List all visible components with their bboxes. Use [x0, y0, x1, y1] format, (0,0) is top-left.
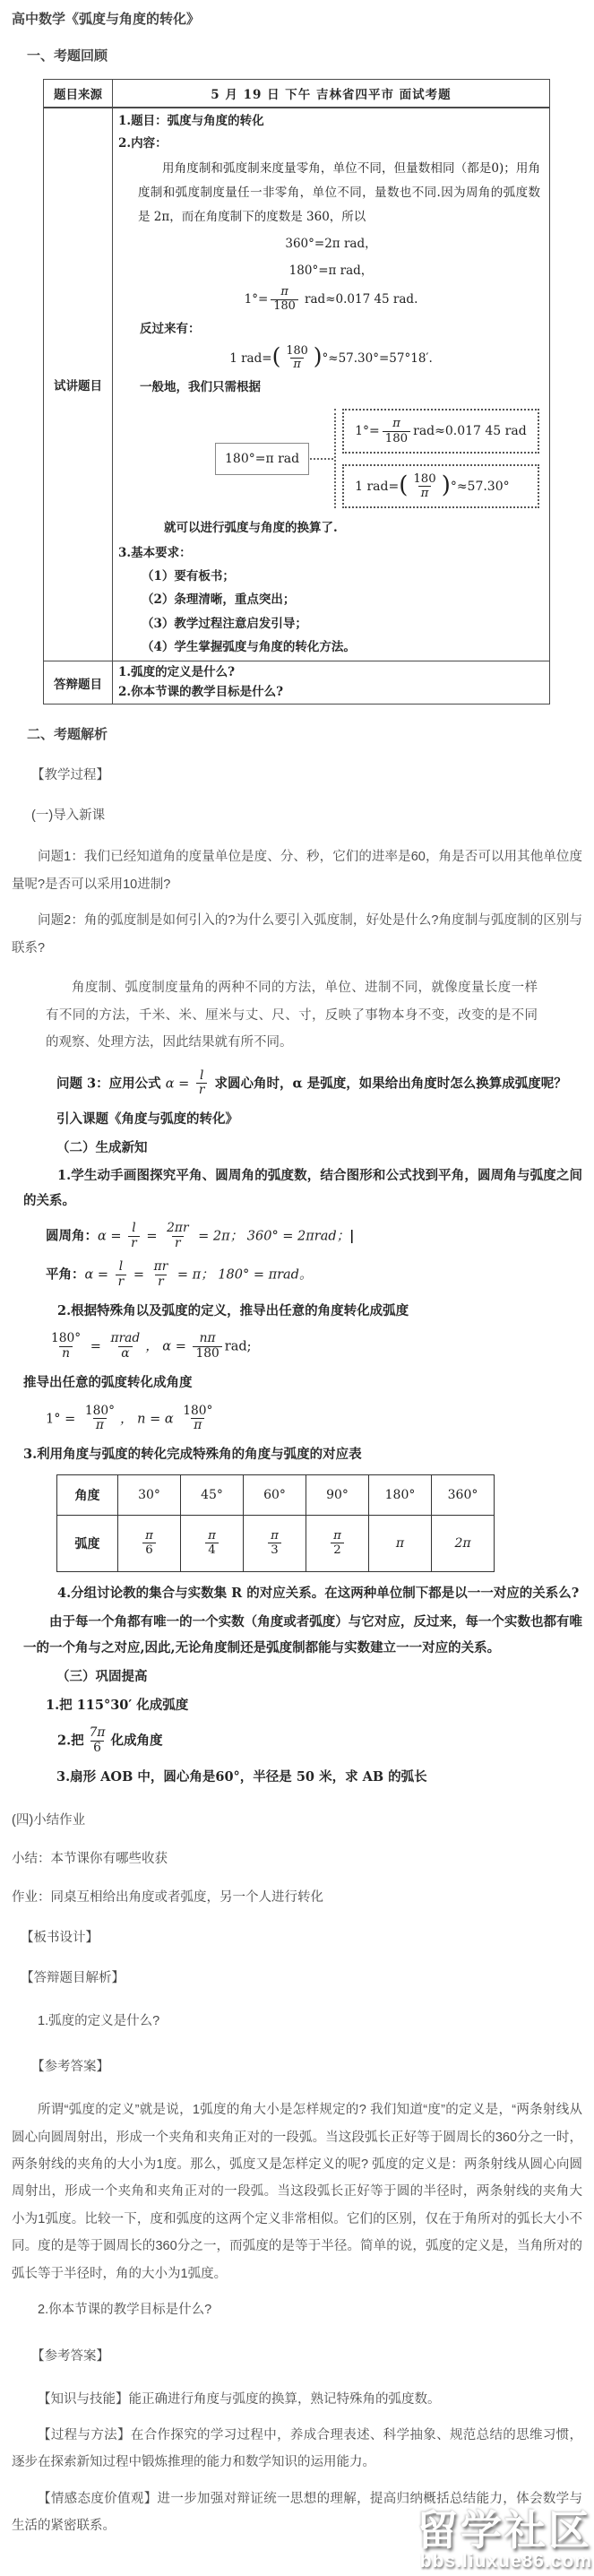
explanation-paragraph: 角度制、弧度制度量角的两种不同的方法，单位、进制不同，就像度量长度一样有不同的方法，千米、米、厘米与丈、尺、寸，反映了事物本身不变，改变的是不同的观察、处理方法，因此结果就有所不同。 [46, 981, 538, 1050]
full-angle-formula: 圆周角：α = $\frac{l}{r}$ = $\frac{2\pi r}{r}$ = 2π； 360° = 2πrad；| [46, 1221, 355, 1251]
goal-process-method: 【过程与方法】在合作探究的学习过程中，养成合理表述、科学抽象、规范总结的思维习惯，逐步在探索新知过程中锻炼推理的能力和数学知识的运用能力。 [12, 2428, 582, 2470]
radian-row-label: 弧度 [57, 1515, 118, 1571]
defense-question-1: 1.弧度的定义是什么? [118, 665, 236, 680]
lecture-item-title: 1.题目：弧度与角度的转化 [118, 114, 264, 128]
requirement-2: （2）条理清晰，重点突出； [142, 592, 296, 608]
left-paren: ( [399, 471, 409, 499]
fraction: $\frac{l}{r}$ [196, 1069, 208, 1099]
step-3: 3.利用角度与弧度的转化完成特殊角的角度与弧度的对应表 [23, 1447, 362, 1463]
dotted-connector [310, 458, 333, 460]
text-cursor: | [349, 1228, 355, 1244]
right-paren: ) [313, 342, 323, 369]
part4-heading: (四)小结作业 [12, 1812, 86, 1828]
homework-line: 作业：同桌互相给出角度或者弧度，另一个人进行转化 [12, 1889, 323, 1905]
conversion-diagram [215, 409, 544, 508]
teaching-process-header: 【教学过程】 [31, 768, 109, 783]
degree-row [57, 1474, 495, 1515]
reference-answer-1: 【参考答案】 [31, 2060, 109, 2075]
right-paren: ) [441, 471, 451, 499]
requirement-3: （3）教学过程注意启发引导； [142, 616, 307, 631]
part2-heading: （二）生成新知 [56, 1139, 148, 1155]
formula-1rad: 1 rad=( $\frac{180}{\pi}$ )°≈57.30°=57°18′. [229, 342, 433, 372]
angle-value: 115°30′ [76, 1697, 133, 1713]
fraction: $\frac{180^\circ}{n}$ [51, 1331, 82, 1361]
diagram-box-deg-to-rad: 1°= $\frac{\pi}{180}$ rad≈0.017 45 rad [342, 409, 539, 454]
radian-cell [118, 1515, 181, 1571]
page-title: 高中数学《弧度与角度的转化》 [12, 12, 201, 27]
review-table-header-row [44, 80, 550, 108]
deg-to-rad-formula: $\frac{180^\circ}{n}$ = $\frac{\text{πrad}}{\alpha}$ ， α = $\frac{n\pi}{180}$ rad; [46, 1332, 582, 1361]
degree-row-label: 角度 [57, 1474, 118, 1515]
defense-label: 答辩题目 [44, 661, 113, 705]
section-heading-review: 一、考题回顾 [27, 48, 108, 64]
lecture-item-content: 2.内容： [118, 135, 168, 151]
rad-to-deg-formula: 1° = $\frac{180^\circ}{\pi}$ ， n = α $\frac{180^\circ}{\pi}$ [46, 1405, 582, 1434]
degree-cell: 30° [118, 1474, 181, 1515]
exercise-1: 1.把 115°30′ 化成弧度 [46, 1697, 189, 1713]
lecture-topic-row [44, 108, 550, 661]
fraction: $\frac{180^\circ}{\pi}$ [183, 1403, 213, 1433]
fraction: $\frac{180^\circ}{\pi}$ [84, 1403, 116, 1433]
fraction: $\frac{\pi}{180}$ [271, 286, 297, 314]
diagram-main-box: 180°=π rad [215, 443, 309, 475]
defense-content-cell [113, 661, 550, 705]
basic-requirements-label: 3.基本要求： [118, 546, 192, 561]
step-1: 1.学生动手画图探究平角、圆周角的弧度数，结合图形和公式找到平角，圆周角与弧度之间的关系。 [23, 1168, 582, 1208]
part1-heading: (一)导入新课 [31, 808, 106, 824]
degree-cell: 180° [369, 1474, 432, 1515]
fraction: $\frac{n\pi}{180}$ [193, 1332, 221, 1361]
watermark-url-text: bbs.liuxue86.com [419, 2550, 592, 2572]
straight-angle-formula: 平角：α = $\frac{l}{r}$ = $\frac{\pi r}{r}$ = π； 180° = πrad。 [46, 1259, 313, 1289]
intro-topic-line: 引入课题《角度与弧度的转化》 [56, 1111, 238, 1128]
radian-cell: π [369, 1515, 432, 1571]
summary-line: 小结：本节课你有哪些收获 [12, 1851, 168, 1866]
fraction: $\frac{\pi r}{r}$ [153, 1259, 168, 1289]
step-4: 4.分组讨论教的集合与实数集 R 的对应关系。在这两种单位制下都是以一一对应的关系么? [57, 1585, 580, 1601]
reverse-label: 反过来有： [140, 321, 201, 336]
fraction: $\frac{\pi}{3}$ [268, 1529, 281, 1558]
fraction: $\frac{2\pi r}{r}$ [167, 1221, 189, 1251]
left-paren: ( [271, 342, 281, 369]
formula-360: 360°=2π rad， [285, 236, 377, 251]
defense-topic-row [44, 661, 550, 705]
question-2: 问题2：角的弧度制是如何引入的?为什么要引入弧度制，好处是什么?角度制与弧度制的区别与联系? [12, 913, 582, 955]
fraction: $\frac{l}{r}$ [116, 1260, 127, 1290]
reference-answer-2: 【参考答案】 [31, 2348, 109, 2364]
lecture-content-cell [113, 108, 550, 661]
conclusion-line: 就可以进行弧度与角度的换算了. [164, 521, 338, 536]
question-1: 问题1：我们已经知道角的度量单位是度、分、秒，它们的进率是60，角是否可以用其他单位度量呢?是否可以采用10进制? [12, 850, 582, 892]
generally-label: 一般地，我们只需根据 [140, 380, 261, 395]
formula-1deg: 1°= $\frac{\pi}{180}$ rad≈0.017 45 rad. [244, 285, 418, 313]
degree-cell: 60° [244, 1474, 306, 1515]
fraction: $\frac{\pi}{2}$ [331, 1529, 344, 1558]
radian-row [57, 1515, 495, 1571]
angle-radian-table [56, 1474, 495, 1572]
radian-cell: 2π [432, 1515, 495, 1571]
board-design-header: 【板书设计】 [21, 1930, 99, 1945]
lecture-paragraph: 用角度制和弧度制来度量零角，单位不同，但量数相同（都是0)；用角度制和弧度制度量任一非零角，单位不同，量数也不同.因为周角的弧度数是 2π，而在角度制下的度数是 360，所以 [138, 160, 540, 224]
diagram-branch-column [334, 409, 539, 508]
diagram-box-rad-to-deg: 1 rad=( $\frac{180}{\pi}$ )°≈57.30° [342, 464, 539, 509]
fraction: $\frac{l}{r}$ [128, 1222, 140, 1251]
goal-emotion-attitude: 【情感态度价值观】进一步加强对辩证统一思想的理解，提高归纳概括总结能力，体会数学与生活的紧密联系。 [12, 2491, 582, 2534]
source-label: 题目来源 [44, 80, 113, 108]
part3-heading: （三）巩固提高 [56, 1669, 148, 1685]
lecture-label: 试讲题目 [44, 108, 113, 661]
fraction: $\frac{7\pi}{6}$ [89, 1725, 106, 1756]
degree-cell: 45° [181, 1474, 244, 1515]
defense-q1-line: 1.弧度的定义是什么? [38, 2013, 160, 2028]
exam-source-value: 5 月 19 日 下午 吉林省四平市 面试考题 [211, 88, 452, 102]
fraction: $\frac{\pi}{180}$ [383, 417, 410, 445]
radian-cell [244, 1515, 306, 1571]
fraction: $\frac{\text{πrad}}{\alpha}$ [110, 1331, 141, 1361]
step-2: 2.根据特殊角以及弧度的定义，推导出任意的角度转化成弧度 [57, 1302, 409, 1318]
watermark-logo-text: 留学社区 [417, 2506, 592, 2554]
defense-q2-line: 2.你本节课的教学目标是什么? [38, 2303, 212, 2318]
correspondence-paragraph: 由于每一个角都有唯一的一个实数（角度或者弧度）与它对应，反过来，每一个实数也都有唯一的一个角与之对应,因此,无论角度制还是弧度制都能与实数建立一一对应的关系。 [23, 1614, 582, 1656]
fraction: $\frac{\pi}{6}$ [142, 1529, 156, 1558]
requirement-1: （1）要有板书； [142, 569, 235, 583]
answer-1-paragraph: 所谓“弧度的定义”就是说，1弧度的角大小是怎样规定的? 我们知道“度”的定义是，“两条射线从圆心向圆周射出，形成一个夹角和夹角正对的一段弧。当这段弧长正好等于圆周长的360分之一时，两条射线的夹角的大小为1度。那么，弧度又是怎样定义的呢? 弧度的定义是：两条射线从圆心向圆周射出，形成一个夹角和夹角正对的一段弧。当这段弧长正好等于圆的半径时，两条射线的夹角大小为1弧度。比较一下，度和弧度的这两个定义非常相似。它们的区别，仅在于角所对的弧长大小不同。度的是等于圆周长的360分之一，而弧度的是等于半径。简单的说，弧度的定义是，当角所对的弧长等于半径时，角的大小为1弧度。 [12, 2103, 582, 2281]
degree-cell: 360° [432, 1474, 495, 1515]
section-heading-analysis: 二、考题解析 [27, 727, 108, 743]
fraction: $\frac{180}{\pi}$ [286, 343, 308, 372]
defense-analysis-header: 【答辩题目解析】 [21, 1970, 125, 1985]
requirement-4: （4）学生掌握弧度与角度的转化方法。 [142, 639, 356, 654]
fraction: $\frac{\pi}{4}$ [205, 1529, 219, 1558]
review-table [43, 79, 550, 705]
formula-180: 180°=π rad， [288, 263, 374, 278]
defense-question-2: 2.你本节课的教学目标是什么? [118, 684, 284, 699]
degree-cell: 90° [306, 1474, 369, 1515]
question-3: 问题 3：应用公式 α = $\frac{l}{r}$ 求圆心角时，α 是弧度，如果给出角度时怎么换算成弧度呢？ [56, 1068, 567, 1098]
goal-knowledge-skills: 【知识与技能】能正确进行角度与弧度的换算，熟记特殊角的弧度数。 [38, 2391, 441, 2407]
derive-label: 推导出任意的弧度转化成角度 [23, 1374, 193, 1390]
exercise-3: 3.扇形 AOB 中，圆心角是60°，半径是 50 米，求 AB 的弧长 [56, 1769, 427, 1785]
exercise-2: 2.把 $\frac{7\pi}{6}$ 化成角度 [57, 1725, 163, 1756]
radian-cell [181, 1515, 244, 1571]
radian-cell [306, 1515, 369, 1571]
fraction: $\frac{180}{\pi}$ [413, 471, 436, 501]
